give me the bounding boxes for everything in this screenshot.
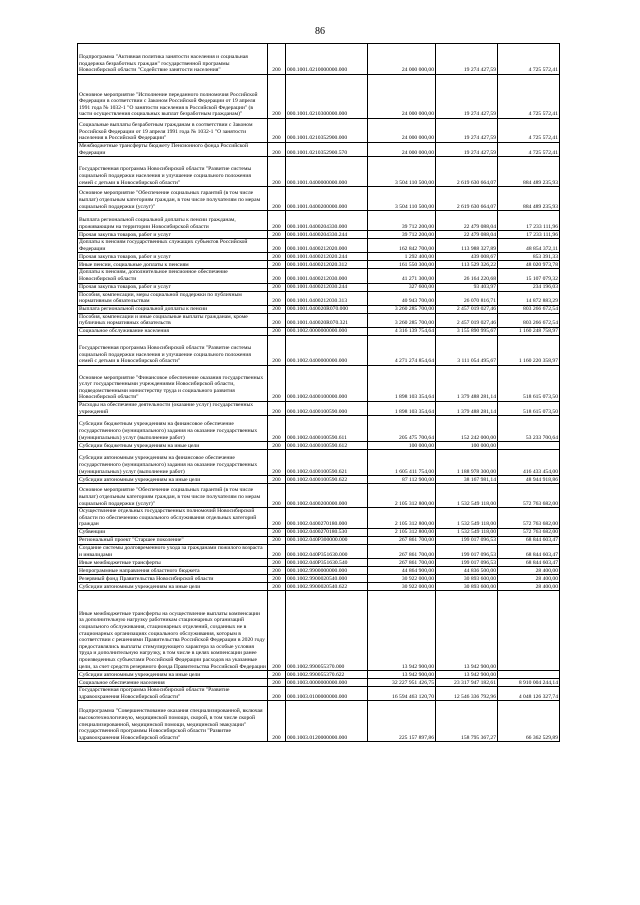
table-row	[78, 442, 560, 450]
row-unexecuted-amount-cell: 15 107 079,32	[498, 269, 560, 283]
row-classification-cell: 000.1001.0400212020.000	[286, 239, 368, 253]
row-executed-amount-cell: 1 532 549 118,00	[436, 528, 498, 536]
table-row	[78, 44, 560, 75]
row-classification-cell: 000.1001.0210352900.570	[286, 143, 368, 157]
row-name-cell: Непрограммные направления областного бюджета	[78, 567, 268, 575]
table-row	[78, 239, 560, 253]
row-code-cell: 200	[268, 559, 286, 567]
row-classification-cell: 000.1001.0400212020.244	[286, 253, 368, 261]
row-name-cell: Основное мероприятие "Обеспечение социальных гарантий (в том числе выплат) отдельным категориям граждан, в том числе получателям по мерам социальной поддержки (услуг)"	[78, 187, 268, 211]
row-code-cell: 200	[268, 253, 286, 261]
row-assigned-amount-cell: 327 600,00	[368, 283, 436, 291]
table-row	[78, 231, 560, 239]
row-unexecuted-amount-cell: 4 725 572,41	[498, 143, 560, 157]
row-executed-amount-cell: 19 274 427,59	[436, 44, 498, 75]
row-classification-cell: 000.1001.0210352900.000	[286, 119, 368, 143]
table-row	[78, 559, 560, 567]
row-unexecuted-amount-cell: 4 048 126 327,74	[498, 687, 560, 701]
row-classification-cell: 000.1002.9900020540.000	[286, 575, 368, 583]
row-assigned-amount-cell: 4 316 139 754,64	[368, 327, 436, 335]
row-executed-amount-cell: 1 379 488 281,14	[436, 401, 498, 415]
row-classification-cell: 000.1001.0400212030.000	[286, 269, 368, 283]
row-unexecuted-amount-cell: 68 844 603,47	[498, 536, 560, 544]
row-assigned-amount-cell: 24 000 000,00	[368, 75, 436, 119]
table-row	[78, 508, 560, 529]
row-classification-cell: 000.1002.040P300000.000	[286, 536, 368, 544]
row-assigned-amount-cell: 1 898 103 354,64	[368, 401, 436, 415]
row-classification-cell: 000.1003.0000000000.000	[286, 679, 368, 687]
row-code-cell: 200	[268, 671, 286, 679]
row-code-cell: 200	[268, 567, 286, 575]
row-code-cell: 200	[268, 442, 286, 450]
row-code-cell: 200	[268, 450, 286, 476]
row-code-cell: 200	[268, 269, 286, 283]
table-row	[78, 544, 560, 558]
row-assigned-amount-cell: 32 227 951 426,75	[368, 679, 436, 687]
row-name-cell: Подпрограмма "Совершенствование оказания специализированной, включая высокотехнологичную, медицинской помощи, скорой, в том числе скорой специализированной, медицинской помощи, медицинской эвакуации" государственной программы Новосибирской области "Развитие здравоохранения Новосибирской области"	[78, 701, 268, 742]
table-row	[78, 536, 560, 544]
row-assigned-amount-cell: 267 861 700,00	[368, 536, 436, 544]
row-name-cell: Социальные выплаты безработным гражданам в соответствии с Законом Российской Федерации от 19 апреля 1991 года № 1032-1 "О занятости населения в Российской Федерации"	[78, 119, 268, 143]
row-classification-cell: 000.1001.0400204330.000	[286, 211, 368, 231]
row-assigned-amount-cell: 39 712 200,00	[368, 211, 436, 231]
row-unexecuted-amount-cell: 68 844 603,47	[498, 559, 560, 567]
row-executed-amount-cell: 19 274 427,59	[436, 143, 498, 157]
row-unexecuted-amount-cell: 803 266 672,54	[498, 313, 560, 327]
table-row	[78, 687, 560, 701]
row-assigned-amount-cell: 24 000 000,00	[368, 119, 436, 143]
table-row	[78, 283, 560, 291]
row-assigned-amount-cell: 87 112 900,00	[368, 476, 436, 484]
row-unexecuted-amount-cell	[498, 442, 560, 450]
row-code-cell: 200	[268, 157, 286, 187]
row-name-cell: Доплаты к пенсиям государственных служащих субъектов Российской Федерации	[78, 239, 268, 253]
row-classification-cell: 000.1001.040020R070.321	[286, 313, 368, 327]
row-executed-amount-cell: 2 619 630 664,07	[436, 187, 498, 211]
row-executed-amount-cell: 13 942 900,00	[436, 591, 498, 671]
row-classification-cell: 000.1001.0210000000.000	[286, 44, 368, 75]
row-unexecuted-amount-cell: 68 844 603,47	[498, 544, 560, 558]
row-unexecuted-amount-cell: 1 160 220 358,97	[498, 335, 560, 365]
row-unexecuted-amount-cell: 803 266 672,54	[498, 305, 560, 313]
row-assigned-amount-cell: 205 475 700,64	[368, 416, 436, 442]
row-executed-amount-cell: 3 155 890 995,67	[436, 327, 498, 335]
row-assigned-amount-cell: 39 712 200,00	[368, 231, 436, 239]
row-unexecuted-amount-cell: 518 615 073,50	[498, 401, 560, 415]
row-unexecuted-amount-cell: 28 400,00	[498, 583, 560, 591]
row-name-cell: Иные межбюджетные трансферты	[78, 559, 268, 567]
row-name-cell: Иные пенсии, социальные доплаты к пенсиям	[78, 261, 268, 269]
row-executed-amount-cell: 2 619 630 664,07	[436, 157, 498, 187]
row-executed-amount-cell: 30 893 600,00	[436, 583, 498, 591]
row-name-cell: Осуществление отдельных государственных полномочий Новосибирской области по обеспечению социального обслуживания отдельных категорий граждан	[78, 508, 268, 529]
row-unexecuted-amount-cell: 884 489 235,93	[498, 187, 560, 211]
row-assigned-amount-cell: 44 864 900,00	[368, 567, 436, 575]
row-name-cell: Доплаты к пенсиям, дополнительное пенсионное обеспечение Новосибирской области	[78, 269, 268, 283]
row-unexecuted-amount-cell: 28 400,00	[498, 575, 560, 583]
row-assigned-amount-cell: 267 861 700,00	[368, 559, 436, 567]
row-assigned-amount-cell: 100 000,00	[368, 442, 436, 450]
row-assigned-amount-cell: 30 922 000,00	[368, 583, 436, 591]
row-classification-cell: 000.1003.0100000000.000	[286, 687, 368, 701]
table-row	[78, 365, 560, 401]
row-assigned-amount-cell: 40 943 700,00	[368, 291, 436, 305]
row-classification-cell: 000.1002.0400100590.621	[286, 450, 368, 476]
row-name-cell: Региональный проект "Старшее поколение"	[78, 536, 268, 544]
row-classification-cell: 000.1002.040P351630.540	[286, 559, 368, 567]
row-unexecuted-amount-cell: 572 763 682,00	[498, 508, 560, 529]
table-row	[78, 476, 560, 484]
row-name-cell: Социальное обслуживание населения	[78, 327, 268, 335]
row-classification-cell: 000.1002.990055370.622	[286, 671, 368, 679]
row-classification-cell: 000.1002.0400000000.000	[286, 335, 368, 365]
row-name-cell: Иные межбюджетные трансферты на осуществление выплаты компенсации за дополнительную нагрузку работникам стационарных организаций социального обслуживания, стационарных отделений, созданных не в стационарных организациях социального обслуживания, которым в соответствии с решениями Правительства Российской Федерации в 2020 году предоставлялись выплаты стимулирующего характера за особые условия труда и дополнительную нагрузку, в том числе в целях компенсации ранее произведенных субъектами Российской Федерации расходов на указанные цели, за счет средств резервного фонда Правительства Российской Федерации	[78, 591, 268, 671]
row-code-cell: 200	[268, 591, 286, 671]
row-assigned-amount-cell: 1 898 103 354,64	[368, 365, 436, 401]
row-assigned-amount-cell: 3 504 110 500,00	[368, 187, 436, 211]
row-executed-amount-cell: 19 274 427,59	[436, 119, 498, 143]
row-executed-amount-cell: 26 070 816,71	[436, 291, 498, 305]
row-classification-cell: 000.1001.0400204330.244	[286, 231, 368, 239]
table-row	[78, 75, 560, 119]
table-row	[78, 261, 560, 269]
row-unexecuted-amount-cell: 4 725 572,41	[498, 119, 560, 143]
row-executed-amount-cell: 199 017 096,53	[436, 544, 498, 558]
table-body	[78, 44, 560, 742]
row-name-cell: Межбюджетные трансферты бюджету Пенсионного фонда Российской Федерации	[78, 143, 268, 157]
row-code-cell: 200	[268, 44, 286, 75]
row-executed-amount-cell: 113 988 327,89	[436, 239, 498, 253]
row-unexecuted-amount-cell: 48 944 918,86	[498, 476, 560, 484]
row-unexecuted-amount-cell: 1 160 248 758,97	[498, 327, 560, 335]
row-name-cell: Расходы на обеспечение деятельности (оказание услуг) государственных учреждений	[78, 401, 268, 415]
row-name-cell: Основное мероприятие "Исполнение переданного полномочия Российской Федерации в соответствии с Законом Российской Федерации от 19 апреля 1991 года № 1032-1 "О занятости населения в Российской Федерации" (в части осуществления социальных выплат безработным гражданам)"	[78, 75, 268, 119]
row-code-cell: 200	[268, 327, 286, 335]
table-row	[78, 143, 560, 157]
row-classification-cell: 000.1002.9900000000.000	[286, 567, 368, 575]
row-unexecuted-amount-cell: 853 391,33	[498, 253, 560, 261]
row-name-cell: Субсидии автономным учреждениям на финансовое обеспечение государственного (муниципального) задания на оказание государственных (муниципальных) услуг (выполнение работ)	[78, 450, 268, 476]
row-unexecuted-amount-cell: 4 725 572,41	[498, 75, 560, 119]
row-assigned-amount-cell: 13 942 900,00	[368, 591, 436, 671]
table-row	[78, 671, 560, 679]
table-row	[78, 567, 560, 575]
row-name-cell: Государственная программа Новосибирской области "Развитие здравоохранения Новосибирской области"	[78, 687, 268, 701]
row-code-cell: 200	[268, 484, 286, 508]
row-unexecuted-amount-cell: 28 400,00	[498, 567, 560, 575]
row-name-cell: Подпрограмма "Активная политика занятости населения и социальная поддержка безработных граждан" государственной программы Новосибирской области "Содействие занятости населения"	[78, 44, 268, 75]
row-name-cell: Основное мероприятие "Обеспечение социальных гарантий (в том числе выплат) отдельным категориям граждан, в том числе получателям по мерам социальной поддержки (услуг)"	[78, 484, 268, 508]
row-assigned-amount-cell: 3 260 285 700,00	[368, 305, 436, 313]
row-executed-amount-cell: 22 479 088,04	[436, 211, 498, 231]
row-classification-cell: 000.1001.040020R070.000	[286, 305, 368, 313]
row-unexecuted-amount-cell	[498, 591, 560, 671]
row-assigned-amount-cell: 1 292 400,00	[368, 253, 436, 261]
row-code-cell: 200	[268, 291, 286, 305]
row-code-cell: 200	[268, 119, 286, 143]
row-unexecuted-amount-cell: 48 020 973,78	[498, 261, 560, 269]
row-name-cell: Основное мероприятие "Финансовое обеспечение оказания государственных услуг государственными учреждениями Новосибирской области, подведомственными министерству труда и социального развития Новосибирской области"	[78, 365, 268, 401]
budget-execution-table	[77, 43, 560, 742]
row-unexecuted-amount-cell: 416 433 454,00	[498, 450, 560, 476]
table-row	[78, 591, 560, 671]
row-unexecuted-amount-cell: 234 196,03	[498, 283, 560, 291]
row-name-cell: Пособия, компенсации, меры социальной поддержки по публичным нормативным обязательствам	[78, 291, 268, 305]
row-classification-cell: 000.1002.990055370.000	[286, 591, 368, 671]
row-name-cell: Субсидии бюджетным учреждениям на иные цели	[78, 442, 268, 450]
row-assigned-amount-cell: 30 922 000,00	[368, 575, 436, 583]
row-assigned-amount-cell: 161 550 300,00	[368, 261, 436, 269]
table-row	[78, 211, 560, 231]
row-code-cell: 200	[268, 544, 286, 558]
row-unexecuted-amount-cell: 14 872 883,29	[498, 291, 560, 305]
row-unexecuted-amount-cell: 884 489 235,93	[498, 157, 560, 187]
row-executed-amount-cell: 30 893 600,00	[436, 575, 498, 583]
row-classification-cell: 000.1001.0210300000.000	[286, 75, 368, 119]
row-name-cell: Субсидии автономным учреждениям на иные цели	[78, 671, 268, 679]
row-classification-cell: 000.1002.0400100000.000	[286, 365, 368, 401]
row-name-cell: Прочая закупка товаров, работ и услуг	[78, 253, 268, 261]
page-number: 86	[315, 26, 325, 37]
row-code-cell: 200	[268, 508, 286, 529]
row-code-cell: 200	[268, 476, 286, 484]
row-assigned-amount-cell: 225 157 897,86	[368, 701, 436, 742]
row-code-cell: 200	[268, 283, 286, 291]
row-assigned-amount-cell: 3 260 285 700,00	[368, 313, 436, 327]
row-code-cell: 200	[268, 75, 286, 119]
row-executed-amount-cell: 23 317 947 182,61	[436, 679, 498, 687]
table-row	[78, 313, 560, 327]
row-name-cell: Субсидии автономным учреждениям на иные цели	[78, 476, 268, 484]
table-row	[78, 701, 560, 742]
row-classification-cell: 000.1001.0400212030.244	[286, 283, 368, 291]
row-code-cell: 200	[268, 679, 286, 687]
row-executed-amount-cell: 158 795 367,27	[436, 701, 498, 742]
row-name-cell: Выплата региональной социальной доплаты к пенсии гражданам, проживающим на территории Новосибирской области	[78, 211, 268, 231]
row-code-cell: 200	[268, 701, 286, 742]
row-classification-cell: 000.1002.9900020540.622	[286, 583, 368, 591]
row-unexecuted-amount-cell: 17 233 111,96	[498, 231, 560, 239]
row-classification-cell: 000.1002.0400270180.530	[286, 528, 368, 536]
table-row	[78, 119, 560, 143]
table-row	[78, 583, 560, 591]
row-classification-cell: 000.1002.0400100590.612	[286, 442, 368, 450]
row-name-cell: Субвенции	[78, 528, 268, 536]
table-row	[78, 401, 560, 415]
row-unexecuted-amount-cell: 4 725 572,41	[498, 44, 560, 75]
row-code-cell: 200	[268, 143, 286, 157]
row-executed-amount-cell: 1 532 549 118,00	[436, 484, 498, 508]
row-name-cell: Субсидии автономным учреждениям на иные цели	[78, 583, 268, 591]
row-classification-cell: 000.1002.0400100590.622	[286, 476, 368, 484]
row-code-cell: 200	[268, 231, 286, 239]
row-assigned-amount-cell: 162 842 700,00	[368, 239, 436, 253]
row-executed-amount-cell: 3 111 054 495,67	[436, 335, 498, 365]
row-executed-amount-cell: 2 457 019 027,46	[436, 305, 498, 313]
row-executed-amount-cell: 2 457 019 027,46	[436, 313, 498, 327]
row-assigned-amount-cell: 24 000 000,00	[368, 143, 436, 157]
row-code-cell: 200	[268, 187, 286, 211]
row-classification-cell: 000.1002.0400100590.611	[286, 416, 368, 442]
table-row	[78, 484, 560, 508]
row-code-cell: 200	[268, 575, 286, 583]
table-row	[78, 253, 560, 261]
row-classification-cell: 000.1001.0400212030.313	[286, 291, 368, 305]
row-executed-amount-cell: 100 000,00	[436, 442, 498, 450]
row-name-cell: Прочая закупка товаров, работ и услуг	[78, 231, 268, 239]
row-unexecuted-amount-cell: 572 763 682,00	[498, 528, 560, 536]
row-code-cell: 200	[268, 211, 286, 231]
row-code-cell: 200	[268, 401, 286, 415]
row-assigned-amount-cell: 13 942 900,00	[368, 671, 436, 679]
table-row	[78, 575, 560, 583]
row-name-cell: Выплата региональной социальной доплаты к пенсии	[78, 305, 268, 313]
row-executed-amount-cell: 12 546 336 792,96	[436, 687, 498, 701]
row-unexecuted-amount-cell: 53 233 700,64	[498, 416, 560, 442]
row-executed-amount-cell: 38 167 981,14	[436, 476, 498, 484]
row-name-cell: Прочая закупка товаров, работ и услуг	[78, 283, 268, 291]
row-classification-cell: 000.1001.0400212020.312	[286, 261, 368, 269]
row-assigned-amount-cell: 267 861 700,00	[368, 544, 436, 558]
row-assigned-amount-cell: 24 000 000,00	[368, 44, 436, 75]
table-row	[78, 157, 560, 187]
row-executed-amount-cell: 152 242 000,00	[436, 416, 498, 442]
row-name-cell: Государственная программа Новосибирской области "Развитие системы социальной поддержки населения и улучшение социального положения семей с детьми в Новосибирской области"	[78, 157, 268, 187]
row-code-cell: 200	[268, 528, 286, 536]
row-classification-cell: 000.1002.0400270180.000	[286, 508, 368, 529]
table-row	[78, 327, 560, 335]
row-code-cell: 200	[268, 536, 286, 544]
row-name-cell: Государственная программа Новосибирской области "Развитие системы социальной поддержки населения и улучшение социального положения семей с детьми в Новосибирской области"	[78, 335, 268, 365]
table-row	[78, 416, 560, 442]
table-row	[78, 269, 560, 283]
row-classification-cell: 000.1003.0120000000.000	[286, 701, 368, 742]
row-assigned-amount-cell: 2 105 312 800,00	[368, 508, 436, 529]
row-classification-cell: 000.1001.0400200000.000	[286, 187, 368, 211]
row-unexecuted-amount-cell: 8 910 004 244,14	[498, 679, 560, 687]
table-row	[78, 528, 560, 536]
row-executed-amount-cell: 439 008,67	[436, 253, 498, 261]
row-name-cell: Социальное обеспечение населения	[78, 679, 268, 687]
row-code-cell: 200	[268, 416, 286, 442]
row-executed-amount-cell: 199 017 096,53	[436, 536, 498, 544]
row-unexecuted-amount-cell: 17 233 111,96	[498, 211, 560, 231]
row-code-cell: 200	[268, 239, 286, 253]
row-unexecuted-amount-cell: 572 763 682,00	[498, 484, 560, 508]
row-executed-amount-cell: 22 479 088,04	[436, 231, 498, 239]
row-assigned-amount-cell: 3 504 110 500,00	[368, 157, 436, 187]
row-executed-amount-cell: 19 274 427,59	[436, 75, 498, 119]
row-executed-amount-cell: 113 529 326,22	[436, 261, 498, 269]
row-code-cell: 200	[268, 335, 286, 365]
row-executed-amount-cell: 26 164 220,68	[436, 269, 498, 283]
row-assigned-amount-cell: 41 271 300,00	[368, 269, 436, 283]
row-executed-amount-cell: 1 379 488 281,14	[436, 365, 498, 401]
table-row	[78, 679, 560, 687]
row-assigned-amount-cell: 4 271 274 854,64	[368, 335, 436, 365]
row-classification-cell: 000.1002.040P351630.000	[286, 544, 368, 558]
row-code-cell: 200	[268, 261, 286, 269]
row-code-cell: 200	[268, 365, 286, 401]
row-name-cell: Резервный фонд Правительства Новосибирской области	[78, 575, 268, 583]
table-row	[78, 305, 560, 313]
row-executed-amount-cell: 44 836 500,00	[436, 567, 498, 575]
row-unexecuted-amount-cell: 48 854 372,11	[498, 239, 560, 253]
row-executed-amount-cell: 1 532 549 118,00	[436, 508, 498, 529]
row-classification-cell: 000.1001.0400000000.000	[286, 157, 368, 187]
row-assigned-amount-cell: 2 105 312 800,00	[368, 484, 436, 508]
row-executed-amount-cell: 199 017 096,53	[436, 559, 498, 567]
row-assigned-amount-cell: 1 605 411 754,00	[368, 450, 436, 476]
row-name-cell: Субсидии бюджетным учреждениям на финансовое обеспечение государственного (муниципального) задания на оказание государственных (муниципальных) услуг (выполнение работ)	[78, 416, 268, 442]
row-unexecuted-amount-cell: 518 615 073,50	[498, 365, 560, 401]
table-row	[78, 291, 560, 305]
row-classification-cell: 000.1002.0000000000.000	[286, 327, 368, 335]
row-classification-cell: 000.1002.0400100590.000	[286, 401, 368, 415]
row-name-cell: Создание системы долговременного ухода за гражданами пожилого возраста и инвалидами	[78, 544, 268, 558]
row-assigned-amount-cell: 16 594 463 120,70	[368, 687, 436, 701]
table-row	[78, 335, 560, 365]
row-unexecuted-amount-cell	[498, 671, 560, 679]
table-row	[78, 450, 560, 476]
row-code-cell: 200	[268, 305, 286, 313]
row-name-cell: Пособия, компенсации и иные социальные выплаты гражданам, кроме публичных нормативных обязательств	[78, 313, 268, 327]
row-executed-amount-cell: 13 942 900,00	[436, 671, 498, 679]
table-row	[78, 187, 560, 211]
row-code-cell: 200	[268, 687, 286, 701]
row-unexecuted-amount-cell: 66 362 529,89	[498, 701, 560, 742]
row-code-cell: 200	[268, 583, 286, 591]
row-assigned-amount-cell: 2 105 312 800,00	[368, 528, 436, 536]
row-executed-amount-cell: 1 188 978 300,00	[436, 450, 498, 476]
row-executed-amount-cell: 93 403,97	[436, 283, 498, 291]
row-classification-cell: 000.1002.0400200000.000	[286, 484, 368, 508]
row-code-cell: 200	[268, 313, 286, 327]
